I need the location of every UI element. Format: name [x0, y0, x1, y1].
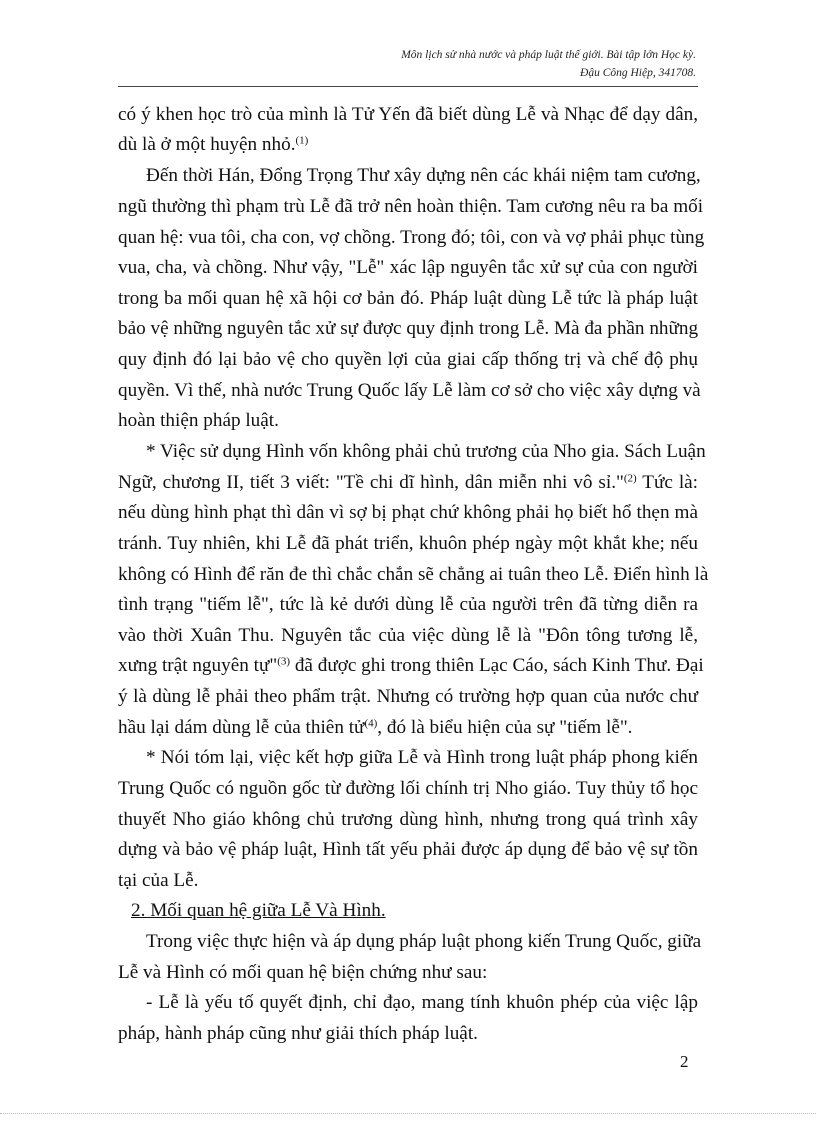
text-line: nếu dùng hình phạt thì dân vì sợ bị phạt chứ không phải họ biết hổ thẹn mà — [118, 502, 698, 523]
text-line: Lễ và Hình có mối quan hệ biện chứng như sau: — [118, 962, 488, 983]
text-line: Trung Quốc có nguồn gốc từ đường lối chính trị Nho giáo. Tuy thủy tổ học — [118, 778, 698, 799]
text-line: tránh. Tuy nhiên, khi Lễ đã phát triển, khuôn phép ngày một khắt khe; nếu — [118, 533, 698, 554]
text-line: có ý khen học trò của mình là Tử Yến đã biết dùng Lễ và Nhạc để dạy dân, — [118, 104, 698, 125]
text-line: * Nói tóm lại, việc kết hợp giữa Lễ và Hình trong luật pháp phong kiến — [146, 747, 698, 768]
text-line: tại của Lễ. — [118, 870, 199, 891]
section-heading: 2. Mối quan hệ giữa Lễ Và Hình. — [131, 900, 386, 921]
text-line: vua, cha, và chồng. Như vậy, "Lễ" xác lập nguyên tắc xử sự của con người — [118, 257, 698, 278]
text-line — [118, 654, 704, 678]
footnote-ref: (3) — [277, 655, 291, 668]
page-header-line-2: Đậu Công Hiệp, 341708. — [580, 67, 696, 79]
text-line — [118, 133, 698, 157]
text-span: Tức là: — [636, 472, 698, 493]
text-span: dù là ở một huyện nhỏ. — [118, 134, 296, 155]
page-bottom-rule — [0, 1113, 816, 1114]
text-span: , đó là biểu hiện của sự "tiếm lễ". — [377, 717, 633, 738]
page-header-line-1: Môn lịch sử nhà nước và pháp luật thế giới. Bài tập lớn Học kỳ. — [401, 49, 696, 61]
text-line: Trong việc thực hiện và áp dụng pháp luật phong kiến Trung Quốc, giữa — [146, 931, 702, 952]
text-line: hoàn thiện pháp luật. — [118, 410, 279, 431]
text-line — [118, 716, 698, 740]
footnote-ref: (1) — [295, 134, 309, 147]
text-line: không có Hình để răn đe thì chắc chắn sẽ chẳng ai tuân theo Lễ. Điển hình là — [118, 564, 709, 585]
text-line: quyền. Vì thế, nhà nước Trung Quốc lấy Lễ làm cơ sở cho việc xây dựng và — [118, 380, 701, 401]
text-span: Ngữ, chương II, tiết 3 viết: "Tề chi dĩ hình, dân miễn nhi vô sỉ." — [118, 472, 624, 493]
text-line: tình trạng "tiếm lễ", tức là kẻ dưới dùng lễ của người trên đã từng diễn ra — [118, 594, 698, 615]
footnote-ref: (4) — [364, 717, 378, 730]
text-span: hầu lại dám dùng lễ của thiên tử — [118, 717, 365, 738]
text-line: ý là dùng lễ phải theo phẩm trật. Nhưng có trường hợp quan của nước chư — [118, 686, 698, 707]
header-rule — [118, 86, 698, 87]
text-line: * Việc sử dụng Hình vốn không phải chủ trương của Nho gia. Sách Luận — [146, 441, 706, 462]
text-line: - Lễ là yếu tố quyết định, chỉ đạo, mang tính khuôn phép của việc lập — [146, 992, 698, 1013]
text-line: quy định đó lại bảo vệ cho quyền lợi của giai cấp thống trị và chế độ phụ — [118, 349, 698, 370]
text-line: trong ba mối quan hệ xã hội cơ bản đó. Pháp luật dùng Lễ tức là pháp luật — [118, 288, 698, 309]
text-line: quan hệ: vua tôi, cha con, vợ chồng. Trong đó; tôi, con và vợ phải phục tùng — [118, 227, 705, 248]
text-span: xưng trật nguyên tự" — [118, 655, 278, 676]
text-span: đã được ghi trong thiên Lạc Cáo, sách Kinh Thư. Đại — [290, 655, 704, 676]
page-number: 2 — [680, 1052, 689, 1071]
text-line: dựng và bảo vệ pháp luật, Hình tất yếu phải được áp dụng để bảo vệ sự tồn — [118, 839, 698, 860]
text-line: vào thời Xuân Thu. Nguyên tắc của việc dùng lễ là "Đôn tông tương lễ, — [118, 625, 698, 646]
text-line: pháp, hành pháp cũng như giải thích pháp luật. — [118, 1023, 478, 1044]
text-line: thuyết Nho giáo không chủ trương dùng hình, nhưng trong quá trình xây — [118, 809, 698, 830]
text-line: bảo vệ những nguyên tắc xử sự được quy định trong Lễ. Mà đa phần những — [118, 318, 699, 339]
text-line: Đến thời Hán, Đổng Trọng Thư xây dựng nên các khái niệm tam cương, — [146, 165, 701, 186]
footnote-ref: (2) — [623, 472, 637, 485]
text-line — [118, 471, 698, 495]
text-line: ngũ thường thì phạm trù Lễ đã trở nên hoàn thiện. Tam cương nêu ra ba mối — [118, 196, 704, 217]
